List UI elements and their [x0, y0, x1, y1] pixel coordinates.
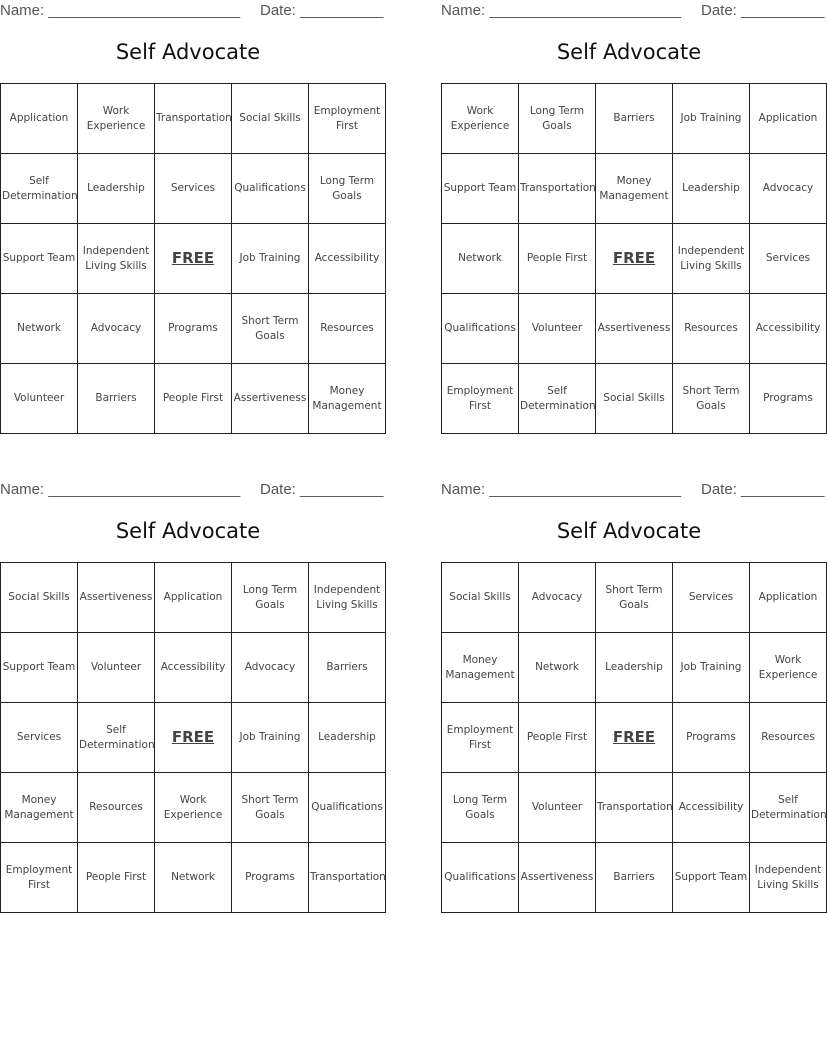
grid-cell: Social Skills [442, 563, 519, 633]
grid-cell: Money Management [442, 633, 519, 703]
free-space-cell: FREE [596, 224, 673, 294]
name-field-label: Name: _______________________ [441, 2, 682, 19]
grid-row [1, 84, 386, 154]
card-title: Self Advocate [556, 40, 702, 64]
grid-cell: Qualifications [442, 843, 519, 913]
bingo-card-2 [441, 0, 825, 440]
grid-cell: Services [750, 224, 827, 294]
grid-cell: Short Term Goals [596, 563, 673, 633]
grid-cell: Social Skills [596, 364, 673, 434]
grid-cell: Long Term Goals [519, 84, 596, 154]
grid-cell: Short Term Goals [673, 364, 750, 434]
grid-cell: Long Term Goals [442, 773, 519, 843]
grid-row [1, 843, 386, 913]
grid-cell: Work Experience [78, 84, 155, 154]
grid-cell: Support Team [1, 224, 78, 294]
grid-cell: Transportation [519, 154, 596, 224]
grid-cell: Qualifications [309, 773, 386, 843]
grid-cell: Assertiveness [78, 563, 155, 633]
grid-cell: Services [155, 154, 232, 224]
grid-row [442, 154, 827, 224]
grid-row [442, 703, 827, 773]
grid-cell: People First [155, 364, 232, 434]
bingo-grid [0, 562, 386, 913]
card-header [0, 0, 384, 22]
grid-row [1, 773, 386, 843]
grid-cell: Leadership [78, 154, 155, 224]
grid-cell: Work Experience [155, 773, 232, 843]
grid-cell: Job Training [232, 703, 309, 773]
grid-cell: Support Team [442, 154, 519, 224]
grid-cell: Accessibility [309, 224, 386, 294]
grid-cell: Employment First [309, 84, 386, 154]
grid-cell: People First [78, 843, 155, 913]
grid-cell: Barriers [309, 633, 386, 703]
grid-cell: Support Team [673, 843, 750, 913]
grid-row [1, 364, 386, 434]
grid-cell: Self Determination [78, 703, 155, 773]
grid-cell: Self Determination [1, 154, 78, 224]
grid-cell: Job Training [232, 224, 309, 294]
grid-cell: Application [155, 563, 232, 633]
grid-cell: Programs [232, 843, 309, 913]
grid-cell: Social Skills [1, 563, 78, 633]
grid-cell: Volunteer [519, 294, 596, 364]
grid-cell: Barriers [78, 364, 155, 434]
grid-cell: Money Management [1, 773, 78, 843]
grid-cell: Independent Living Skills [309, 563, 386, 633]
bingo-grid [0, 83, 386, 434]
grid-cell: Self Determination [750, 773, 827, 843]
grid-cell: Transportation [155, 84, 232, 154]
grid-cell: Self Determination [519, 364, 596, 434]
grid-cell: Advocacy [519, 563, 596, 633]
grid-row [442, 84, 827, 154]
grid-cell: Employment First [442, 364, 519, 434]
grid-cell: Accessibility [750, 294, 827, 364]
grid-cell: Barriers [596, 843, 673, 913]
grid-cell: Transportation [596, 773, 673, 843]
grid-row [1, 154, 386, 224]
grid-row [442, 773, 827, 843]
grid-cell: Assertiveness [232, 364, 309, 434]
grid-cell: Money Management [596, 154, 673, 224]
grid-row [1, 224, 386, 294]
free-space-cell: FREE [596, 703, 673, 773]
name-field-label: Name: _______________________ [0, 2, 241, 19]
date-field-label: Date: __________ [701, 2, 825, 19]
grid-cell: Independent Living Skills [78, 224, 155, 294]
grid-cell: Network [155, 843, 232, 913]
grid-row [442, 633, 827, 703]
grid-cell: Social Skills [232, 84, 309, 154]
grid-cell: Advocacy [78, 294, 155, 364]
grid-cell: Network [519, 633, 596, 703]
grid-cell: Services [673, 563, 750, 633]
card-title: Self Advocate [556, 519, 702, 543]
grid-row [442, 563, 827, 633]
bingo-card-4 [441, 479, 827, 919]
grid-cell: Programs [155, 294, 232, 364]
grid-cell: Qualifications [442, 294, 519, 364]
grid-cell: Work Experience [750, 633, 827, 703]
grid-cell: Transportation [309, 843, 386, 913]
grid-cell: Network [1, 294, 78, 364]
grid-cell: Leadership [596, 633, 673, 703]
name-field-label: Name: _______________________ [0, 481, 241, 498]
grid-row [442, 294, 827, 364]
grid-cell: Resources [750, 703, 827, 773]
grid-row [442, 224, 827, 294]
grid-cell: Independent Living Skills [750, 843, 827, 913]
grid-cell: Qualifications [232, 154, 309, 224]
grid-cell: Volunteer [1, 364, 78, 434]
card-header [0, 479, 384, 501]
grid-cell: Long Term Goals [232, 563, 309, 633]
card-header [441, 479, 825, 501]
grid-cell: Support Team [1, 633, 78, 703]
free-space-cell: FREE [155, 703, 232, 773]
grid-cell: Job Training [673, 84, 750, 154]
grid-cell: Accessibility [155, 633, 232, 703]
grid-cell: Resources [78, 773, 155, 843]
bingo-grid [441, 83, 827, 434]
grid-row [442, 843, 827, 913]
grid-cell: Programs [673, 703, 750, 773]
grid-row [442, 364, 827, 434]
grid-cell: Barriers [596, 84, 673, 154]
grid-cell: Independent Living Skills [673, 224, 750, 294]
card-header [441, 0, 825, 22]
grid-cell: Assertiveness [596, 294, 673, 364]
card-title: Self Advocate [115, 519, 261, 543]
grid-row [1, 563, 386, 633]
grid-cell: People First [519, 703, 596, 773]
grid-cell: Services [1, 703, 78, 773]
date-field-label: Date: __________ [260, 2, 384, 19]
grid-cell: Volunteer [78, 633, 155, 703]
grid-cell: Application [1, 84, 78, 154]
grid-cell: Application [750, 563, 827, 633]
grid-cell: Leadership [309, 703, 386, 773]
bingo-card-1 [0, 0, 384, 440]
grid-cell: Leadership [673, 154, 750, 224]
grid-cell: Application [750, 84, 827, 154]
grid-cell: Long Term Goals [309, 154, 386, 224]
grid-cell: Volunteer [519, 773, 596, 843]
grid-cell: Money Management [309, 364, 386, 434]
grid-cell: Advocacy [750, 154, 827, 224]
free-space-cell: FREE [155, 224, 232, 294]
grid-row [1, 703, 386, 773]
grid-cell: Assertiveness [519, 843, 596, 913]
grid-row [1, 294, 386, 364]
grid-cell: Resources [309, 294, 386, 364]
grid-cell: Accessibility [673, 773, 750, 843]
card-title: Self Advocate [115, 40, 261, 64]
bingo-card-3 [0, 479, 386, 919]
grid-cell: People First [519, 224, 596, 294]
grid-cell: Resources [673, 294, 750, 364]
grid-cell: Advocacy [232, 633, 309, 703]
bingo-grid [441, 562, 827, 913]
grid-cell: Short Term Goals [232, 294, 309, 364]
grid-cell: Programs [750, 364, 827, 434]
grid-cell: Job Training [673, 633, 750, 703]
grid-cell: Work Experience [442, 84, 519, 154]
date-field-label: Date: __________ [260, 481, 384, 498]
grid-cell: Network [442, 224, 519, 294]
grid-cell: Employment First [442, 703, 519, 773]
grid-cell: Short Term Goals [232, 773, 309, 843]
grid-cell: Employment First [1, 843, 78, 913]
name-field-label: Name: _______________________ [441, 481, 682, 498]
grid-row [1, 633, 386, 703]
date-field-label: Date: __________ [701, 481, 825, 498]
